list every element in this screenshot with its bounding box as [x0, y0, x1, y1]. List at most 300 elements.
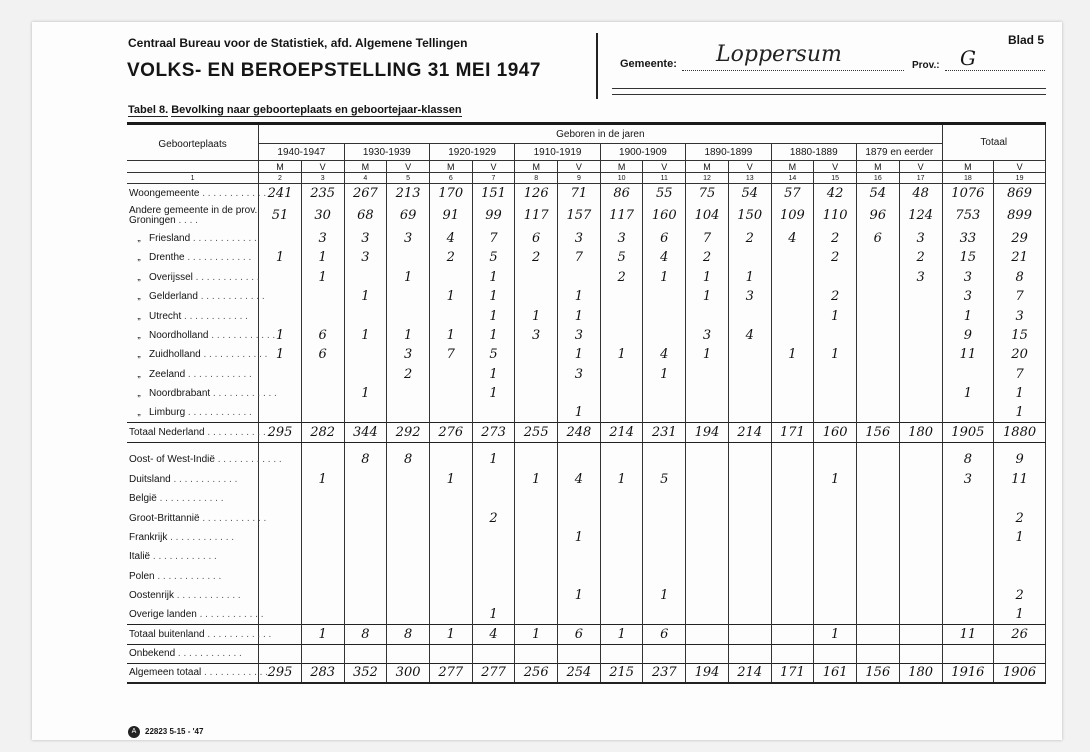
column-number: 14: [771, 173, 814, 184]
male-header: M: [344, 161, 387, 173]
table-cell: 171: [771, 423, 814, 442]
table-cell: [301, 287, 344, 306]
sheet-number: Blad 5: [1008, 33, 1045, 47]
table-cell: [728, 470, 771, 489]
table-cell: [301, 586, 344, 605]
table-cell: 1: [344, 326, 387, 345]
table-cell: [686, 403, 729, 422]
table-cell: 15: [942, 248, 994, 267]
male-header: M: [515, 161, 558, 173]
female-header: V: [899, 161, 942, 173]
column-number: 11: [643, 173, 686, 184]
table-cell: [387, 287, 430, 306]
table-cell: 7: [686, 229, 729, 248]
decade-header: 1890-1899: [686, 144, 771, 161]
table-cell: [472, 470, 515, 489]
table-cell: [472, 403, 515, 422]
table-cell: [259, 306, 302, 325]
table-row: [127, 423, 1046, 442]
table-cell: [899, 403, 942, 422]
table-cell: [600, 489, 643, 508]
table-cell: [301, 489, 344, 508]
table-cell: 71: [558, 184, 601, 203]
table-cell: 1: [600, 345, 643, 364]
table-cell: [558, 567, 601, 586]
table-cell: [387, 605, 430, 624]
row-label-text: Noordholland: [149, 330, 209, 342]
table-cell: [686, 528, 729, 547]
row-label: [127, 605, 264, 624]
table-cell: 180: [899, 663, 942, 682]
leader-dots: . . . . . . . . . . . .: [156, 493, 224, 505]
table-row: [127, 203, 1046, 229]
table-cell: 214: [600, 423, 643, 442]
table-cell: 6: [643, 229, 686, 248]
table-cell: [387, 403, 430, 422]
female-header: V: [558, 161, 601, 173]
table-cell: [728, 384, 771, 403]
table-cell: [344, 605, 387, 624]
table-cell: 3: [344, 229, 387, 248]
table-cell: [515, 489, 558, 508]
table-cell: 1: [994, 384, 1046, 403]
table-cell: [429, 605, 472, 624]
table-cell: [814, 365, 857, 384]
table-cell: 75: [686, 184, 729, 203]
table-cell: [515, 586, 558, 605]
decade-header: 1879 en eerder: [856, 144, 942, 161]
table-cell: 6: [856, 229, 899, 248]
header-blank: [127, 161, 259, 173]
table-cell: [472, 644, 515, 663]
table-cell: 1880: [994, 423, 1046, 442]
table-cell: [344, 547, 387, 566]
table-cell: [856, 567, 899, 586]
spacer-cell: [686, 442, 729, 450]
table-cell: [771, 384, 814, 403]
table-cell: [344, 644, 387, 663]
table-cell: 7: [994, 365, 1046, 384]
table-cell: [899, 345, 942, 364]
table-cell: [515, 384, 558, 403]
table-cell: 5: [600, 248, 643, 267]
table-cell: [643, 489, 686, 508]
table-cell: [472, 489, 515, 508]
table-cell: [643, 547, 686, 566]
table-cell: [814, 268, 857, 287]
column-number: 1: [127, 173, 259, 184]
leader-dots: . . . . . . . . . . . .: [197, 291, 265, 303]
row-label: [127, 306, 259, 325]
table-cell: [856, 528, 899, 547]
table-cell: [728, 365, 771, 384]
leader-dots: . . . . . . . . . . . .: [190, 233, 257, 245]
column-number: 15: [814, 173, 857, 184]
table-row: [127, 567, 1046, 586]
row-label: [127, 508, 267, 527]
table-cell: [814, 567, 857, 586]
table-cell: [429, 306, 472, 325]
table-cell: [994, 547, 1046, 566]
spacer-cell: [771, 442, 814, 450]
table-cell: [686, 489, 729, 508]
table-cell: [643, 605, 686, 624]
table-cell: [429, 567, 472, 586]
table-cell: 194: [686, 663, 729, 682]
table-cell: 8: [994, 268, 1046, 287]
row-label: [127, 644, 259, 663]
table-cell: [344, 567, 387, 586]
table-cell: 109: [771, 203, 814, 229]
geboren-header: Geboren in de jaren: [259, 124, 942, 144]
table-row: [127, 625, 1046, 644]
table-row: [127, 547, 1046, 566]
table-cell: 54: [728, 184, 771, 203]
table-cell: [472, 547, 515, 566]
table-cell: [728, 508, 771, 527]
table-cell: [515, 547, 558, 566]
column-number: 18: [942, 173, 994, 184]
table-cell: 5: [643, 470, 686, 489]
gemeente-value: Loppersum: [716, 42, 842, 67]
female-header: V: [301, 161, 344, 173]
table-cell: 1: [344, 287, 387, 306]
table-cell: 869: [994, 184, 1046, 203]
table-cell: [899, 625, 942, 644]
table-cell: [771, 450, 814, 469]
decade-header: 1910-1919: [515, 144, 600, 161]
row-label: [127, 229, 259, 248]
table-cell: [344, 508, 387, 527]
indent-mark: „: [137, 368, 141, 380]
male-header: M: [686, 161, 729, 173]
table-cell: [344, 403, 387, 422]
table-cell: 110: [814, 203, 857, 229]
table-cell: [686, 605, 729, 624]
leader-dots: . . . . . . . . . . . .: [199, 187, 267, 199]
column-number: 16: [856, 173, 899, 184]
table-cell: [899, 508, 942, 527]
table-cell: 344: [344, 423, 387, 442]
spacer-cell: [899, 442, 942, 450]
spacer-cell: [558, 442, 601, 450]
table-cell: [643, 287, 686, 306]
spacer-cell: [387, 442, 430, 450]
table-cell: [643, 306, 686, 325]
table-cell: [259, 644, 302, 663]
table-cell: 1: [600, 470, 643, 489]
table-cell: [515, 508, 558, 527]
table-cell: 11: [942, 625, 994, 644]
table-cell: 1: [643, 586, 686, 605]
female-header: V: [472, 161, 515, 173]
table-cell: [856, 586, 899, 605]
male-header: M: [259, 161, 302, 173]
table-cell: [515, 450, 558, 469]
table-cell: [814, 384, 857, 403]
table-cell: 156: [856, 663, 899, 682]
table-cell: 156: [856, 423, 899, 442]
table-cell: [899, 528, 942, 547]
table-cell: [429, 644, 472, 663]
table-cell: 48: [899, 184, 942, 203]
table-cell: [387, 470, 430, 489]
table-cell: [600, 528, 643, 547]
table-cell: 1: [994, 403, 1046, 422]
table-cell: [600, 403, 643, 422]
table-cell: 3: [344, 248, 387, 267]
table-cell: 6: [643, 625, 686, 644]
table-cell: [600, 326, 643, 345]
table-cell: [728, 644, 771, 663]
table-cell: [387, 306, 430, 325]
spacer-cell: [344, 442, 387, 450]
table-cell: [387, 644, 430, 663]
table-cell: [259, 567, 302, 586]
table-cell: 170: [429, 184, 472, 203]
table-cell: [259, 586, 302, 605]
row-label-text: Zuidholland: [149, 349, 201, 361]
table-cell: [643, 644, 686, 663]
gemeente-line: [682, 70, 904, 71]
table-cell: [600, 567, 643, 586]
male-header: M: [429, 161, 472, 173]
table-cell: [771, 508, 814, 527]
table-cell: 68: [344, 203, 387, 229]
table-cell: 2: [728, 229, 771, 248]
table-cell: 1: [994, 605, 1046, 624]
table-cell: 151: [472, 184, 515, 203]
table-cell: 1: [472, 384, 515, 403]
row-label: [127, 248, 259, 267]
table-cell: 86: [600, 184, 643, 203]
female-header: V: [643, 161, 686, 173]
table-cell: [344, 528, 387, 547]
table-cell: [814, 528, 857, 547]
table-cell: [643, 403, 686, 422]
table-cell: 54: [856, 184, 899, 203]
table-cell: 104: [686, 203, 729, 229]
table-cell: 9: [942, 326, 994, 345]
table-cell: 255: [515, 423, 558, 442]
table-cell: 899: [994, 203, 1046, 229]
table-cell: [771, 567, 814, 586]
table-cell: [686, 365, 729, 384]
indent-mark: „: [137, 310, 141, 322]
table-cell: 42: [814, 184, 857, 203]
table-row: [127, 248, 1046, 267]
table-cell: 1: [686, 268, 729, 287]
table-cell: 3: [301, 229, 344, 248]
table-cell: [942, 547, 994, 566]
row-label-text: Algemeen totaal: [129, 667, 202, 679]
table-cell: [856, 644, 899, 663]
table-cell: 1: [686, 287, 729, 306]
table-cell: [686, 384, 729, 403]
row-label: [127, 528, 259, 547]
table-row: [127, 287, 1046, 306]
table-cell: [856, 248, 899, 267]
table-title: Bevolking naar geboorteplaats en geboortejaar-klassen: [171, 104, 462, 116]
table-cell: 1: [387, 268, 430, 287]
table-cell: [387, 547, 430, 566]
table-cell: 3: [558, 326, 601, 345]
leader-dots: . . . . . . . . . . . .: [154, 570, 222, 582]
table-cell: 4: [472, 625, 515, 644]
table-cell: 1: [472, 605, 515, 624]
female-header: V: [994, 161, 1046, 173]
table-cell: 1: [301, 248, 344, 267]
table-cell: 69: [387, 203, 430, 229]
row-label-text: Gelderland: [149, 291, 198, 303]
table-cell: [728, 345, 771, 364]
table-cell: 157: [558, 203, 601, 229]
table-cell: [686, 567, 729, 586]
table-cell: [301, 567, 344, 586]
table-cell: 1: [472, 268, 515, 287]
table-cell: [856, 365, 899, 384]
spacer-cell: [301, 442, 344, 450]
table-row: [127, 450, 1046, 469]
table-cell: [387, 528, 430, 547]
table-cell: [515, 403, 558, 422]
table-cell: [387, 248, 430, 267]
table-cell: [429, 547, 472, 566]
province-label: Prov.:: [912, 60, 940, 71]
column-number: 4: [344, 173, 387, 184]
row-label-text: Woongemeente: [129, 187, 200, 199]
leader-dots: . . . .: [175, 214, 198, 226]
table-cell: [899, 605, 942, 624]
table-cell: [387, 567, 430, 586]
table-cell: [856, 268, 899, 287]
table-cell: 3: [899, 229, 942, 248]
row-label-text: België: [129, 493, 157, 505]
table-cell: [643, 326, 686, 345]
table-cell: [899, 586, 942, 605]
table-cell: 4: [728, 326, 771, 345]
table-cell: [728, 450, 771, 469]
leader-dots: . . . . . . . . . . . .: [210, 388, 277, 400]
table-cell: [558, 508, 601, 527]
row-label-text: Limburg: [149, 407, 186, 419]
spacer-cell: [856, 442, 899, 450]
table-cell: [558, 489, 601, 508]
table-cell: [771, 605, 814, 624]
table-cell: 117: [600, 203, 643, 229]
column-number: 5: [387, 173, 430, 184]
table-cell: 150: [728, 203, 771, 229]
table-cell: 215: [600, 663, 643, 682]
table-cell: [600, 450, 643, 469]
row-label-text: Totaal buitenland: [129, 628, 205, 640]
table-cell: 276: [429, 423, 472, 442]
table-cell: 1916: [942, 663, 994, 682]
table-cell: 214: [728, 663, 771, 682]
table-cell: [771, 528, 814, 547]
table-cell: [344, 306, 387, 325]
table-cell: [814, 644, 857, 663]
table-cell: [429, 450, 472, 469]
table-cell: [643, 508, 686, 527]
indent-mark: „: [137, 291, 141, 303]
table-cell: 1: [558, 403, 601, 422]
row-label-text: Drenthe: [149, 252, 185, 264]
table-cell: [771, 586, 814, 605]
table-cell: 283: [301, 663, 344, 682]
female-header: V: [728, 161, 771, 173]
table-cell: 241: [259, 184, 302, 203]
row-label-text: Onbekend: [129, 648, 176, 660]
leader-dots: . . . . . . . . . . . .: [199, 512, 267, 524]
table-cell: [259, 365, 302, 384]
table-cell: [429, 403, 472, 422]
table-cell: [643, 528, 686, 547]
table-cell: [814, 508, 857, 527]
table-cell: 7: [472, 229, 515, 248]
table-cell: [814, 326, 857, 345]
table-cell: [515, 567, 558, 586]
leader-dots: . . . . . . . . . . . .: [181, 310, 248, 322]
table-cell: [771, 547, 814, 566]
column-number: 13: [728, 173, 771, 184]
column-number: 8: [515, 173, 558, 184]
table-cell: 8: [942, 450, 994, 469]
table-cell: [344, 489, 387, 508]
table-cell: [429, 508, 472, 527]
table-cell: [899, 306, 942, 325]
table-cell: 1: [558, 345, 601, 364]
row-label: [127, 326, 276, 345]
leader-dots: . . . . . . . . . . . .: [174, 590, 241, 602]
table-cell: 2: [814, 287, 857, 306]
table-cell: 1: [259, 248, 302, 267]
table-cell: [259, 403, 302, 422]
table-cell: [942, 489, 994, 508]
table-cell: 4: [558, 470, 601, 489]
row-label-text: Zeeland: [149, 368, 186, 380]
table-cell: 1: [301, 470, 344, 489]
table-cell: 1: [472, 306, 515, 325]
table-cell: 1: [994, 528, 1046, 547]
table-cell: 8: [387, 450, 430, 469]
table-cell: [558, 268, 601, 287]
row-label: [127, 586, 259, 605]
table-cell: 1: [429, 625, 472, 644]
table-row: [127, 268, 1046, 287]
table-cell: [728, 605, 771, 624]
spacer-cell: [259, 442, 302, 450]
spacer-cell: [127, 442, 259, 450]
row-label-text: Groot-Brittannië: [129, 512, 200, 524]
table-cell: 1: [814, 625, 857, 644]
indent-mark: „: [137, 349, 141, 361]
indent-mark: „: [137, 271, 141, 283]
table-cell: 29: [994, 229, 1046, 248]
decade-header: 1930-1939: [344, 144, 429, 161]
table-cell: [728, 586, 771, 605]
table-cell: [259, 287, 302, 306]
table-row: [127, 326, 1046, 345]
table-cell: 124: [899, 203, 942, 229]
table-row: [127, 403, 1046, 422]
column-number: 6: [429, 173, 472, 184]
table-cell: [259, 470, 302, 489]
table-row: [127, 184, 1046, 203]
table-cell: 7: [429, 345, 472, 364]
table-cell: [899, 489, 942, 508]
table-cell: [771, 287, 814, 306]
